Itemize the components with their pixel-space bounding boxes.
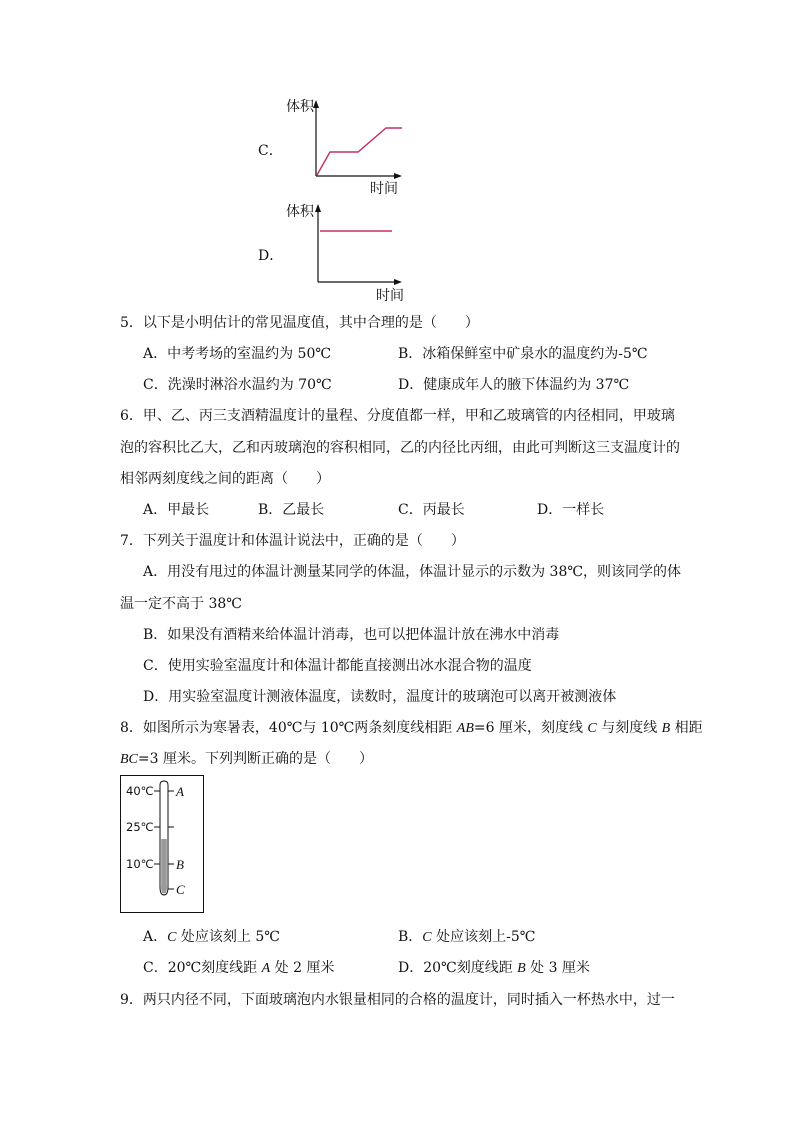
q8-option-a-post: 处应该刻上 5℃ [176,929,280,945]
q8-var: B [661,721,671,736]
q7-option-b: B．如果没有酒精来给体温计消毒，也可以把体温计放在沸水中消毒 [143,627,560,643]
q6-option-d: D．一样长 [537,502,605,518]
q8-option-b-post: 处应该刻上-5℃ [431,929,536,945]
q8-option-c [143,957,334,977]
q8-option-c-post: 处 2 厘米 [270,960,335,976]
q7-option-a-line1: A．用没有甩过的体温计测量某同学的体温，体温计显示的示数为 38℃，则该同学的体 [143,564,682,580]
q7-stem: 7．下列关于温度计和体温计说法中，正确的是（ ） [120,533,465,549]
q5-option-a: A．中考考场的室温约为 50℃ [143,346,332,362]
q8-var: C [587,721,597,736]
option-c-ylabel: 体积 [286,99,314,115]
q7-option-c: C．使用实验室温度计和体温计都能直接测出冰水混合物的温度 [143,658,532,674]
q9-stem-line1: 9．两只内径不同，下面玻璃泡内水银量相同的合格的温度计，同时插入一杯热水中，过一 [120,992,675,1008]
q8-text: 8．如图所示为寒暑表，40℃与 10℃两条刻度线相距 [120,720,457,736]
q7-option-a-line2: 温一定不高于 38℃ [120,596,242,612]
option-d-y-arrow [315,204,321,212]
q8-option-b-var: C [422,930,432,945]
q6-stem-line1: 6．甲、乙、丙三支酒精温度计的量程、分度值都一样，甲和乙玻璃管的内径相同，甲玻璃 [120,408,675,424]
label-point-a: A [176,784,184,799]
q8-text: 相距 [670,720,703,736]
option-d-letter: D． [258,248,284,264]
q8-text: =6 厘米，刻度线 [473,720,588,736]
option-c-x-arrow [394,173,402,179]
q8-option-c-pre: C．20℃刻度线距 [143,960,262,976]
q8-option-a-pre: A． [143,929,168,945]
q6-option-b: B．乙最长 [258,502,325,518]
label-point-b: B [176,857,184,872]
thermometer-mercury [161,839,167,889]
q5-stem: 5．以下是小明估计的常见温度值，其中合理的是（ ） [120,315,479,331]
q8-option-d-var: B [517,961,526,976]
q5-option-d: D．健康成年人的腋下体温约为 37℃ [398,377,630,393]
q8-text: 与刻度线 [596,720,662,736]
q8-var: BC [120,752,138,767]
option-d-x-arrow [394,279,402,285]
q6-option-a: A．甲最长 [143,502,210,518]
q8-option-b-pre: B． [398,929,423,945]
thermometer-figure [120,775,204,915]
q8-option-d-pre: D．20℃刻度线距 [398,960,518,976]
q5-option-c: C．洗澡时淋浴水温约为 70℃ [143,377,332,393]
q8-text: =3 厘米。下列判断正确的是（ ） [137,751,373,767]
q5-option-b: B．冰箱保鲜室中矿泉水的温度约为-5℃ [398,346,648,362]
label-point-c: C [176,882,185,897]
thermometer-bulb [161,885,167,894]
q7-option-d: D．用实验室温度计测液体温度，读数时，温度计的玻璃泡可以离开被测液体 [143,689,617,705]
label-10c: 10℃ [126,857,154,871]
option-c-graph [280,98,410,198]
q8-option-a-var: C [167,930,177,945]
label-40c: 40℃ [126,784,154,798]
q8-stem-line1 [120,717,703,737]
q8-option-a [143,926,280,946]
option-c-xlabel: 时间 [370,181,398,197]
q8-option-d [398,957,590,977]
option-d-graph [280,200,410,304]
q6-stem-line3: 相邻两刻度线之间的距离（ ） [120,471,330,487]
q8-var: AB [456,721,474,736]
option-d-ylabel: 体积 [286,204,314,220]
option-d-xlabel: 时间 [376,288,404,304]
q8-option-d-post: 处 3 厘米 [525,960,590,976]
q8-stem-line2 [120,748,373,768]
option-c-series-line [317,128,402,175]
q6-option-c: C．丙最长 [398,502,465,518]
option-c-letter: C． [258,143,283,159]
q6-stem-line2: 泡的容积比乙大，乙和丙玻璃泡的容积相同，乙的内径比丙细，由此可判断这三支温度计的 [120,440,680,456]
q8-option-c-var: A [261,961,271,976]
q8-option-b [398,926,535,946]
label-25c: 25℃ [126,820,154,834]
